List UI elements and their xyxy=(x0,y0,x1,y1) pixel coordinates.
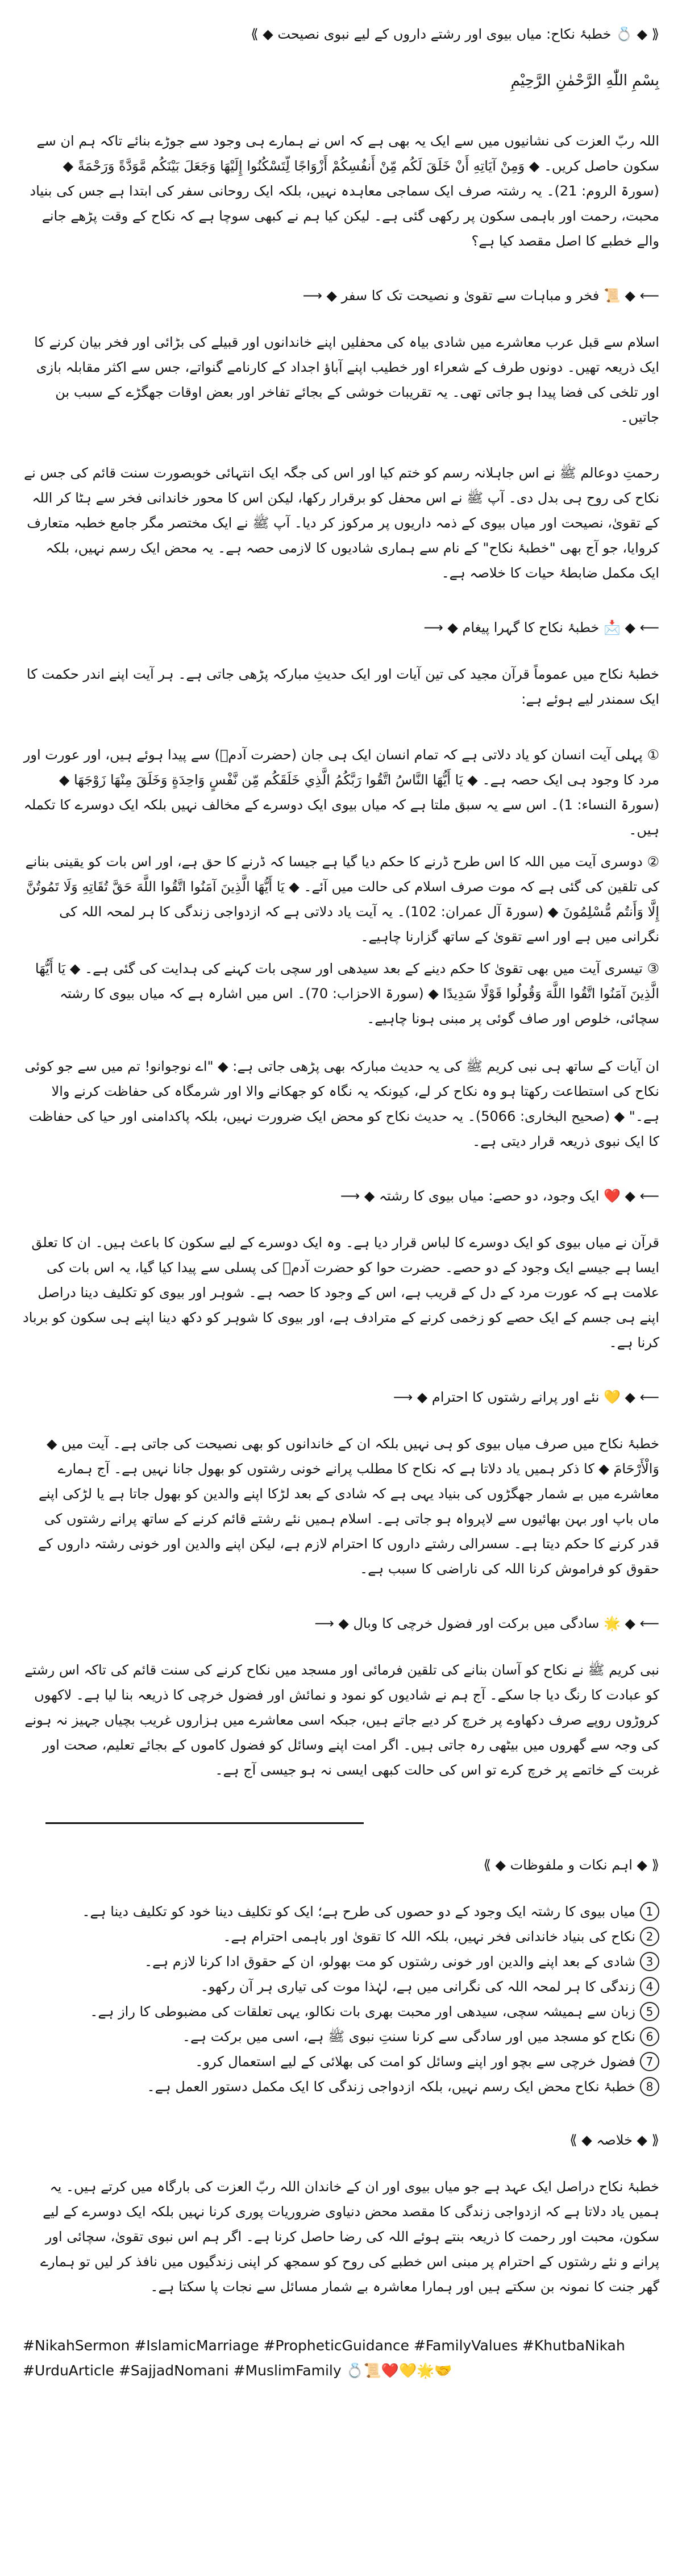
post-title: ⟪ ◆ 💍 خطبۂ نکاح: میاں بیوی اور رشتے داروں کے لیے نبوی نصیحت ◆ ⟫ xyxy=(251,26,659,42)
number-badge: 3 xyxy=(640,1952,659,1971)
list-item xyxy=(23,2049,659,2074)
list-item-text: زبان سے ہمیشہ سچی، سیدھی اور محبت بھری بات نکالو، یہی تعلقات کی مضبوطی کا راز ہے۔ xyxy=(90,2004,635,2020)
section-paragraph: اسلام سے قبل عرب معاشرے میں شادی بیاہ کی محفلیں اپنے خاندانوں اور قبیلے کی بڑائی اور فخر بیان کرنے کا ایک ذریعہ تھیں۔ دونوں طرف کے شعراء اور خطیب اپنے آباؤ اجداد کے کارنامے گنواتے، جس سے اکثر مقابلہ بازی اور تلخی کی فضا پیدا ہو جاتی تھی۔ یہ تقریبات خوشی کے بجائے تفاخر اور بعض اوقات جھگڑے کے سبب بن جاتیں۔ xyxy=(34,334,659,425)
list-item-text: شادی کے بعد اپنے والدین اور خونی رشتوں کو مت بھولو، ان کے حقوق ادا کرنا لازم ہے۔ xyxy=(144,1954,635,1970)
verse-point: ③ تیسری آیت میں بھی تقویٰ کا حکم دینے کے بعد سیدھی اور سچی بات کہنے کی ہدایت کی گئی ہے۔ ◆ يَا أَيُّهَا الَّذِينَ آمَنُوا اتَّقُوا اللَّهَ وَقُولُوا قَوْلًا سَدِيدًا ◆ (سورۃ الاحزاب: 70)۔ اس میں اشارہ ہے کہ میاں بیوی کا رشتہ سچائی، خلوص اور صاف گوئی پر مبنی ہونا چاہیے۔ xyxy=(35,961,659,1027)
section-heading: ⟵ ◆ ❤️ ایک وجود، دو حصے: میاں بیوی کا رشتہ ◆ ⟶ xyxy=(340,1188,659,1204)
verse-points-list xyxy=(23,742,659,1031)
hadith-paragraph: ان آیات کے ساتھ ہی نبی کریم ﷺ کی یہ حدیث مبارکہ بھی پڑھی جاتی ہے: ◆ "اے نوجوانو! تم میں سے جو کوئی نکاح کی استطاعت رکھتا ہو وہ نکاح کر لے، کیونکہ یہ نگاہ کو جھکانے والا اور شرمگاہ کی حفاظت کرنے والا ہے۔" ◆ (صحیح البخاری: 5066)۔ یہ حدیث نکاح کو محض ایک ضرورت نہیں، بلکہ پاکدامنی اور حیا کی حفاظت کا ایک نبوی ذریعہ قرار دیتی ہے۔ xyxy=(24,1058,659,1149)
hashtag-line[interactable]: #UrduArticle #SajjadNomani #MuslimFamily 💍📜❤️💛🌟🤝 xyxy=(23,2362,452,2379)
list-item xyxy=(23,2024,659,2049)
list-item xyxy=(23,1999,659,2024)
number-badge: 1 xyxy=(640,1902,659,1921)
list-item-text: زندگی کا ہر لمحہ اللہ کی نگرانی میں ہے، لہٰذا موت کی تیاری ہر آن رکھو۔ xyxy=(200,1979,635,1995)
section-paragraph: نبی کریم ﷺ نے نکاح کو آسان بنانے کی تلقین فرمائی اور مسجد میں نکاح کرنے کی سنت قائم کی تاکہ اس رشتے کو عبادت کا رنگ دیا جا سکے۔ آج ہم نے شادیوں کو نمود و نمائش اور فضول خرچی کا ذریعہ بنا لیا ہے۔ لاکھوں کروڑوں روپے صرف دکھاوے پر خرچ کر دیے جاتے ہیں، جبکہ اسی معاشرے میں ہزاروں غریب بچیاں جہیز نہ ہونے کی وجہ سے گھروں میں بیٹھی رہ جاتی ہیں۔ اگر امت اپنے وسائل کو فضول کاموں کے بجائے تعلیم، صحت اور غربت کے خاتمے پر خرچ کرے تو اس کی حالت کبھی ایسی نہ ہو جیسی آج ہے۔ xyxy=(24,1662,659,1778)
conclusion-paragraph: خطبۂ نکاح دراصل ایک عہد ہے جو میاں بیوی اور ان کے خاندان اللہ ربّ العزت کی بارگاہ میں کرتے ہیں۔ یہ ہمیں یاد دلاتا ہے کہ ازدواجی زندگی کا مقصد محض دنیاوی ضروریات پوری کرنا نہیں بلکہ ایک دوسرے کے لیے سکون، محبت اور رحمت کا ذریعہ بنتے ہوئے اللہ کی رضا حاصل کرنا ہے۔ اگر ہم اس نبوی تقویٰ، سچائی اور پرانے و نئے رشتوں کے احترام پر مبنی اس خطبے کی روح کو سمجھ کر اپنی زندگیوں میں نافذ کر لیں تو ہمارے گھر جنت کا نمونہ بن سکتے ہیں اور ہمارا معاشرہ بے شمار مسائل سے نجات پا سکتا ہے۔ xyxy=(40,2179,659,2295)
key-points-list xyxy=(23,1899,659,2099)
verse-point: ① پہلی آیت انسان کو یاد دلاتی ہے کہ تمام انسان ایک ہی جان (حضرت آدمؑ) سے پیدا ہوئے ہیں، اور عورت اور مرد کا وجود ہی ایک حصہ ہے۔ ◆ يَا أَيُّهَا النَّاسُ اتَّقُوا رَبَّكُمُ الَّذِي خَلَقَكُم مِّن نَّفْسٍ وَاحِدَةٍ وَخَلَقَ مِنْهَا زَوْجَهَا ◆ (سورۃ النساء: 1)۔ اس سے یہ سبق ملتا ہے کہ میاں بیوی ایک دوسرے کے مخالف نہیں بلکہ ایک دوسرے کا تکملہ ہیں۔ xyxy=(23,747,659,838)
summary-heading: ⟪ ◆ اہم نکات و ملفوظات ◆ ⟫ xyxy=(483,1857,659,1873)
bismillah: بِسْمِ اللّٰهِ الرَّحْمٰنِ الرَّحِيْمِ xyxy=(510,72,659,89)
list-item-text: فضول خرچی سے بچو اور اپنے وسائل کو امت کی بھلائی کے لیے استعمال کرو۔ xyxy=(195,2054,635,2070)
number-badge: 8 xyxy=(640,2077,659,2096)
section-heading: ⟵ ◆ 💛 نئے اور پرانے رشتوں کا احترام ◆ ⟶ xyxy=(393,1389,659,1405)
number-badge: 2 xyxy=(640,1927,659,1946)
section-paragraph: رحمتِ دوعالم ﷺ نے اس جاہلانہ رسم کو ختم کیا اور اس کی جگہ ایک انتہائی خوبصورت سنت قائم کی جس نے نکاح کی روح ہی بدل دی۔ آپ ﷺ نے اس محفل کو برقرار رکھا، لیکن اس کا محور خاندانی فخر سے ہٹا کر اللہ کے تقویٰ، نصیحت اور میاں بیوی کے ذمہ داریوں پر مرکوز کر دیا۔ آپ ﷺ نے ایک مختصر مگر جامع خطبہ متعارف کروایا، جو آج بھی "خطبۂ نکاح" کے نام سے ہماری شادیوں کا لازمی حصہ ہے۔ یہ محض ایک رسم نہیں، بلکہ ایک مکمل ضابطۂ حیات کا خلاصہ ہے۔ xyxy=(24,465,659,581)
conclusion-heading: ⟪ ◆ خلاصہ ◆ ⟫ xyxy=(569,2132,659,2148)
list-item xyxy=(23,1899,659,1924)
list-item-text: نکاح کو مسجد میں اور سادگی سے کرنا سنتِ نبوی ﷺ ہے، اسی میں برکت ہے۔ xyxy=(182,2029,635,2045)
number-badge: 7 xyxy=(640,2052,659,2071)
number-badge: 4 xyxy=(640,1977,659,1996)
list-item-text: نکاح کی بنیاد خاندانی فخر نہیں، بلکہ اللہ کا تقویٰ اور باہمی احترام ہے۔ xyxy=(223,1929,635,1945)
list-item xyxy=(23,1949,659,1974)
hashtags xyxy=(23,2333,659,2383)
divider-line xyxy=(45,1822,364,1824)
section-heading: ⟵ ◆ 📩 خطبۂ نکاح کا گہرا پیغام ◆ ⟶ xyxy=(423,620,659,635)
intro-paragraph: اللہ ربّ العزت کی نشانیوں میں سے ایک یہ بھی ہے کہ اس نے ہمارے ہی وجود سے جوڑے بنائے تاکہ ہم ان سے سکون حاصل کریں۔ ◆ وَمِنْ آيَاتِهِ أَنْ خَلَقَ لَكُم مِّنْ أَنفُسِكُمْ أَزْوَاجًا لِّتَسْكُنُوا إِلَيْهَا وَجَعَلَ بَيْنَكُم مَّوَدَّةً وَرَحْمَةً ◆ (سورۃ الروم: 21)۔ یہ رشتہ صرف ایک سماجی معاہدہ نہیں، بلکہ ایک روحانی سفر کی ابتدا ہے جس کی بنیاد محبت، رحمت اور باہمی سکون پر رکھی گئی ہے۔ لیکن کیا ہم نے کبھی سوچا ہے کہ نکاح کے وقت پڑھے جانے والے خطبے کا اصل مقصد کیا ہے؟ xyxy=(30,133,659,249)
list-item xyxy=(23,1974,659,1999)
list-item xyxy=(23,1924,659,1949)
section-lead: خطبۂ نکاح میں عموماً قرآن مجید کی تین آیات اور ایک حدیثِ مبارکہ پڑھی جاتی ہے۔ ہر آیت اپنے اندر حکمت کا ایک سمندر لیے ہوئے ہے: xyxy=(26,666,659,707)
list-item-text: خطبۂ نکاح محض ایک رسم نہیں، بلکہ ازدواجی زندگی کا ایک مکمل دستور العمل ہے۔ xyxy=(147,2079,635,2095)
section-heading: ⟵ ◆ 🌟 سادگی میں برکت اور فضول خرچی کا وبال ◆ ⟶ xyxy=(314,1615,659,1631)
section-paragraph: قرآن نے میاں بیوی کو ایک دوسرے کا لباس قرار دیا ہے۔ وہ ایک دوسرے کے لیے سکون کا باعث ہیں۔ ان کا تعلق ایسا ہے جیسے ایک وجود کے دو حصے۔ حضرت حوا کو حضرت آدمؑ کی پسلی سے پیدا کیا گیا، یہ اس بات کی علامت ہے کہ عورت مرد کے دل کے قریب ہے، اس کے وجود کا حصہ ہے۔ شوہر اور بیوی کو تکلیف دینا دراصل اپنے ہی جسم کے ایک حصے کو زخمی کرنے کے مترادف ہے، اور بیوی کا شوہر کو دکھ دینا اپنے ہی سکون کو برباد کرنا ہے۔ xyxy=(23,1235,659,1351)
verse-point: ② دوسری آیت میں اللہ کا اس طرح ڈرنے کا حکم دیا گیا ہے جیسا کہ ڈرنے کا حق ہے، اور اس بات کو یقینی بنانے کی تلقین کی گئی ہے کہ موت صرف اسلام کی حالت میں آئے۔ ◆ يَا أَيُّهَا الَّذِينَ آمَنُوا اتَّقُوا اللَّهَ حَقَّ تُقَاتِهِ وَلَا تَمُوتُنَّ إِلَّا وَأَنتُم مُّسْلِمُونَ ◆ (سورۃ آل عمران: 102)۔ یہ آیت یاد دلاتی ہے کہ ازدواجی زندگی کا ہر لمحہ اللہ کی نگرانی میں ہے اور اسے تقویٰ کے ساتھ گزارنا چاہیے۔ xyxy=(25,854,659,945)
list-item xyxy=(23,2074,659,2099)
list-item-text: میاں بیوی کا رشتہ ایک وجود کے دو حصوں کی طرح ہے؛ ایک کو تکلیف دینا خود کو تکلیف دینا ہے۔ xyxy=(82,1904,635,1919)
number-badge: 5 xyxy=(640,2002,659,2021)
number-badge: 6 xyxy=(640,2027,659,2046)
section-heading: ⟵ ◆ 📜 فخر و مباہات سے تقویٰ و نصیحت تک کا سفر ◆ ⟶ xyxy=(302,288,659,304)
section-paragraph: خطبۂ نکاح میں صرف میاں بیوی کو ہی نہیں بلکہ ان کے خاندانوں کو بھی نصیحت کی جاتی ہے۔ آیت میں ◆ وَالْأَرْحَامَ ◆ کا ذکر ہمیں یاد دلاتا ہے کہ نکاح کا مطلب پرانے خونی رشتوں کو بھول جانا نہیں ہے۔ آج ہمارے معاشرے میں بے شمار جھگڑوں کی بنیاد یہی ہے کہ شادی کے بعد لڑکا اپنے والدین کو بھول جاتا ہے یا لڑکی اپنے ماں باپ اور بہن بھائیوں سے لاپرواہ ہو جاتی ہے۔ اسلام ہمیں نئے رشتے قائم کرنے کے ساتھ پرانے رشتوں کی قدر کرنے کا حکم دیتا ہے۔ سسرالی رشتے داروں کا احترام لازم ہے، لیکن اپنے والدین اور خونی رشتہ داروں کے حقوق کو فراموش کرنا اللہ کی ناراضی کا سبب ہے۔ xyxy=(38,1436,659,1577)
hashtag-line[interactable]: #NikahSermon #IslamicMarriage #PropheticGuidance #FamilyValues #KhutbaNikah xyxy=(23,2337,625,2354)
